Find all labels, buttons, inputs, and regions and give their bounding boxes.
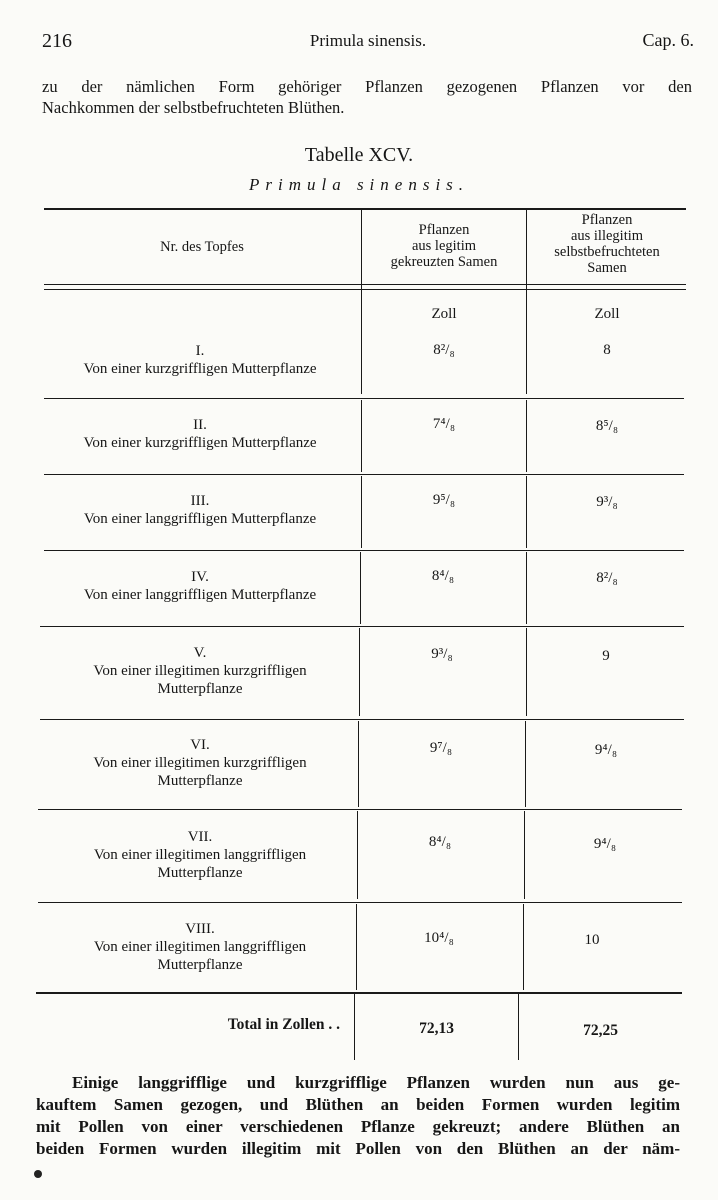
table-row-label	[40, 568, 360, 604]
selfed-value: 8²/₈	[596, 570, 618, 586]
column-divider-2	[526, 400, 527, 472]
selfed-column-header	[527, 212, 687, 276]
crossed-value: 8²/₈	[433, 342, 455, 358]
header-line: Pflanzen	[581, 212, 633, 228]
ink-spot	[34, 1170, 42, 1178]
row-rule	[44, 474, 684, 475]
pot-number: VII.	[187, 829, 213, 845]
row-rule	[38, 902, 682, 903]
header-double-rule-2	[44, 289, 686, 290]
table-row-label	[40, 342, 360, 378]
selfed-value: 9³/₈	[596, 494, 618, 510]
selfed-value: 9⁴/₈	[594, 742, 618, 758]
pot-number: VI.	[190, 737, 210, 753]
header-line: selbstbefruchteten	[554, 244, 660, 260]
selfed-value: 9⁴/₈	[593, 836, 617, 852]
pot-description: Mutterpflanze	[157, 773, 243, 789]
column-divider-2	[524, 811, 525, 899]
crossed-value: 10⁴/₈	[424, 930, 454, 946]
crossed-value: 7⁴/₈	[432, 416, 456, 432]
table-row-label	[40, 492, 360, 528]
selfed-value: 9	[602, 648, 610, 664]
row-rule	[38, 809, 682, 810]
closing-paragraph	[36, 1072, 680, 1160]
selfed-unit: Zoll	[594, 306, 620, 322]
pot-number: VIII.	[185, 921, 215, 937]
header-line: Samen	[587, 260, 627, 276]
crossed-column-header	[362, 222, 526, 270]
crossed-value: 9³/₈	[431, 646, 453, 662]
pot-number: II.	[193, 417, 207, 433]
pot-description: Von einer illegitimen langgriffligen	[93, 939, 307, 955]
pot-number: III.	[190, 493, 210, 509]
pot-description: Von einer kurzgriffligen Mutterpflanze	[83, 435, 317, 451]
pot-number: I.	[195, 343, 205, 359]
table-top-rule	[44, 208, 686, 210]
table-row-label	[40, 644, 360, 698]
crossed-value: 9⁷/₈	[429, 740, 453, 756]
row-rule	[40, 719, 684, 720]
column-divider-1	[361, 400, 362, 472]
pot-description: Von einer kurzgriffligen Mutterpflanze	[83, 361, 317, 377]
pot-number: IV.	[191, 569, 209, 585]
intro-line: zu der nämlichen Form gehöriger Pflanzen gezogenen Pflanzen vor den	[42, 77, 692, 96]
pot-description: Von einer illegitimen kurzgriffligen	[93, 755, 307, 771]
paragraph-line: mit Pollen von einer verschiedenen Pflanze gekreuzt; andere Blüthen an	[36, 1117, 680, 1136]
column-divider-2	[526, 628, 527, 716]
table-row-label	[40, 828, 360, 882]
header-line: aus legitim	[411, 238, 477, 254]
table-row-label	[40, 416, 360, 452]
page-number: 216	[42, 30, 72, 52]
pot-description: Von einer illegitimen langgriffligen	[93, 847, 307, 863]
table-title: Tabelle XCV.	[304, 144, 414, 166]
crossed-value: 8⁴/₈	[431, 568, 455, 584]
header-line: aus illegitim	[570, 228, 644, 244]
paragraph-line: Einige langgrifflige und kurzgrifflige Pflanzen wurden nun aus ge-	[72, 1073, 680, 1092]
paragraph-line: beiden Formen wurden illegitim mit Pollen von den Blüthen an der näm-	[36, 1139, 680, 1158]
column-divider-1	[360, 552, 361, 624]
table-row-label	[40, 920, 360, 974]
crossed-unit: Zoll	[431, 306, 457, 322]
column-divider-2	[526, 552, 527, 624]
pot-description: Mutterpflanze	[157, 865, 243, 881]
selfed-value: 8⁵/₈	[595, 418, 619, 434]
header-double-rule-1	[44, 284, 686, 285]
total-crossed: 72,13	[419, 1020, 454, 1037]
table-subtitle: Primula sinensis.	[248, 175, 470, 194]
running-title: Primula sinensis.	[309, 31, 427, 50]
total-selfed: 72,25	[583, 1022, 618, 1039]
pot-description: Von einer illegitimen kurzgriffligen	[93, 663, 307, 679]
page-header	[42, 30, 694, 54]
header-line: gekreuzten Samen	[390, 254, 498, 270]
pot-description: Von einer langgriffligen Mutterpflanze	[83, 511, 317, 527]
row-rule	[44, 398, 684, 399]
intro-line: Nachkommen der selbstbefruchteten Blüthen.	[42, 98, 345, 117]
column-divider-1	[361, 476, 362, 548]
header-line: Pflanzen	[418, 222, 470, 238]
crossed-value: 9⁵/₈	[432, 492, 456, 508]
total-label: Total in Zollen . .	[227, 1016, 340, 1033]
intro-paragraph	[42, 76, 692, 118]
pot-number: V.	[193, 645, 207, 661]
chapter-label: Cap. 6.	[642, 30, 694, 50]
column-divider-2	[526, 476, 527, 548]
row-rule	[40, 626, 684, 627]
selfed-value: 10	[584, 932, 600, 948]
pot-column-header: Nr. des Topfes	[160, 239, 244, 255]
pot-description: Von einer langgriffligen Mutterpflanze	[83, 587, 317, 603]
pot-description: Mutterpflanze	[157, 681, 243, 697]
selfed-value: 8	[603, 342, 611, 358]
crossed-value: 8⁴/₈	[428, 834, 452, 850]
paragraph-line: kauftem Samen gezogen, und Blüthen an beiden Formen wurden legitim	[36, 1095, 680, 1114]
table-row-label	[40, 736, 360, 790]
table-bottom-rule	[36, 992, 682, 994]
column-divider-2	[525, 721, 526, 807]
pot-description: Mutterpflanze	[157, 957, 243, 973]
row-rule	[44, 550, 684, 551]
